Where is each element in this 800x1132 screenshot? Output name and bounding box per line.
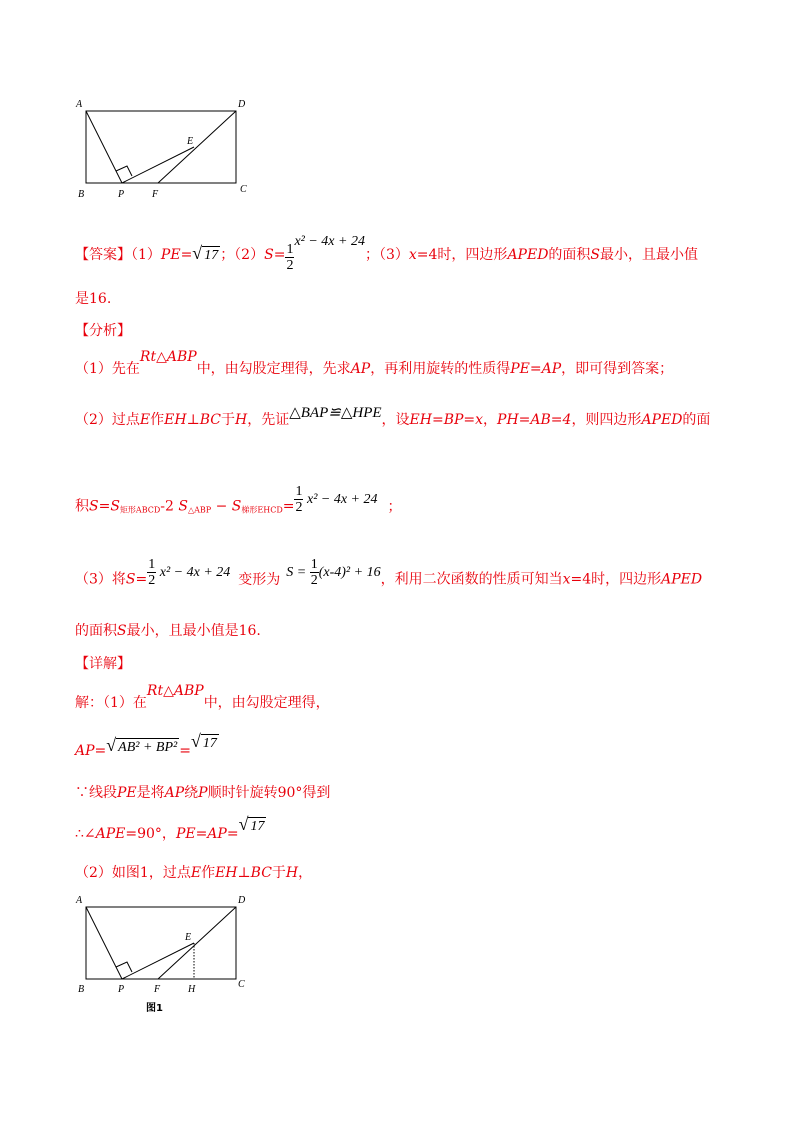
label-h: H <box>188 984 196 995</box>
right-angle-mark <box>116 166 132 176</box>
answer-line-2: 是16. <box>75 291 112 307</box>
segment-fd <box>158 111 236 183</box>
geometry-figure-top <box>70 95 260 205</box>
label-p: P <box>118 984 125 995</box>
answer-polynomial: $\frac{1}{2}$ x² − 4x + 24 <box>286 234 365 273</box>
segment-pe <box>122 943 194 979</box>
detail-line-2: AP=√ AB² + BP² =√ 17 <box>75 731 217 759</box>
detail-line-4: ∴∠APE=90°，PE=AP=√ 17 <box>75 814 265 842</box>
segment-pe <box>122 147 194 183</box>
label-b: B <box>78 984 85 995</box>
label-c: C <box>238 979 245 990</box>
label-f: F <box>154 984 161 995</box>
analysis-line-2: （2）过点E作EH⊥BC于H，先证△BAP≌△HPE，设EH=BP=x，PH=AB=4，则四边形APED的面 <box>75 405 711 428</box>
label-f: F <box>152 189 159 200</box>
label-c: C <box>240 184 247 195</box>
analysis-bracket: 【分析】 <box>75 323 131 339</box>
segment-ap <box>86 111 122 183</box>
label-e: E <box>185 932 192 943</box>
detail-line-5: （2）如图1，过点E作EH⊥BC于H， <box>75 865 313 881</box>
label-b: B <box>78 189 85 200</box>
label-e: E <box>187 136 194 147</box>
analysis-line-5: 的面积S最小，且最小值是16. <box>75 623 261 639</box>
detail-line-3: ∵线段PE是将AP绕P顺时针旋转90°得到 <box>75 785 331 801</box>
analysis-line-4: （3）将S= $\frac{1}{2}$ x² − 4x + 24 变形为 S = $\frac{1}{2}$ (x-4)² + 16，利用二次函数的性质可知当x=4时，四边形APED <box>75 557 703 588</box>
rectangle-abcd <box>86 907 236 979</box>
segment-fd <box>158 907 236 979</box>
analysis-line-1: （1）先在Rt△ABP中，由勾股定理得，先求AP，再利用旋转的性质得PE=AP，即可得到答案； <box>75 349 674 377</box>
label-p: P <box>118 189 125 200</box>
sqrt-17: √ 17 <box>192 243 219 263</box>
detail-line-1: 解：（1）在Rt△ABP中，由勾股定理得， <box>75 683 330 711</box>
answer-bracket: 【答案】 <box>75 247 131 263</box>
answer-line: 【答案】（1）PE=√ 17 ；（2）S= $\frac{1}{2}$ x² − 4x + 24；（3）x=4时，四边形APED的面积S最小，且最小值 <box>75 234 699 273</box>
radical-ab-bp: √ AB² + BP² <box>106 735 178 755</box>
label-a: A <box>76 895 83 906</box>
analysis-line-3: 积$S=S_{矩形ABCD}-2$ $S_{\triangle ABP} - S_{梯形EHCD}=$ $\frac{1}{2}$ x² − 4x + 24 ； <box>75 484 402 515</box>
rectangle-abcd <box>86 111 236 183</box>
right-angle-mark <box>116 962 132 972</box>
figure-caption: 图1 <box>146 1003 163 1014</box>
detail-bracket: 【详解】 <box>75 656 131 672</box>
label-a: A <box>76 99 83 110</box>
label-d: D <box>238 99 246 110</box>
geometry-figure-1 <box>70 893 260 1023</box>
segment-ap <box>86 907 122 979</box>
label-d: D <box>238 895 246 906</box>
